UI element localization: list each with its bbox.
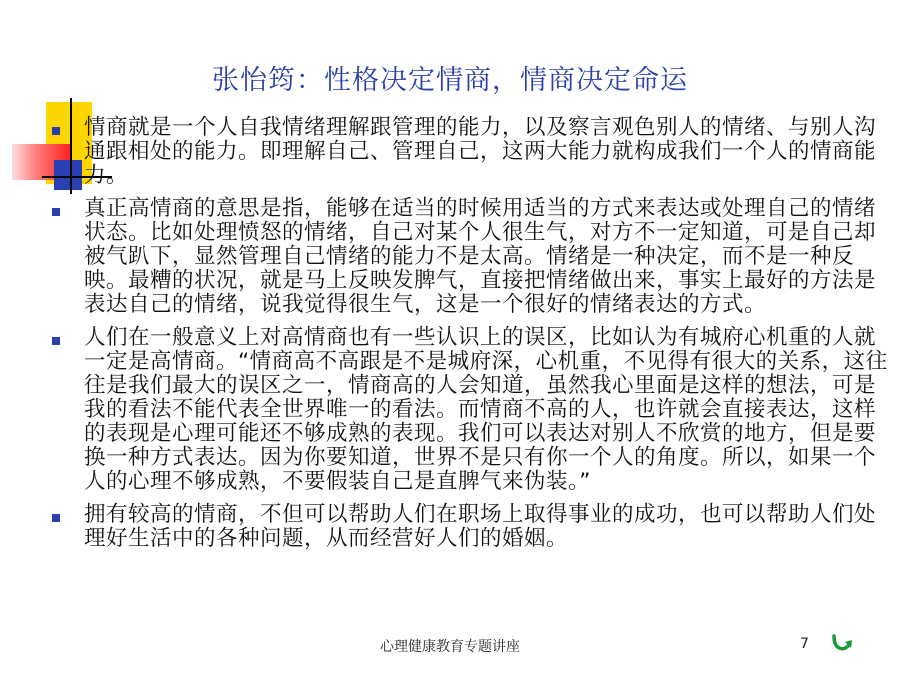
bullet-text: 人们在一般意义上对高情商也有一些认识上的误区，比如认为有城府心机重的人就一定是高情商。“情商高不高跟是不是城府深，心机重，不见得有很大的关系，这往往是我们最大的误区之一，情商高的人会知道，虽然我心里面是这样的想法，可是我的看法不能代表全世界唯一的看法。而情商不高的人，也许就会直接表达，这样的表现是心理可能还不够成熟的表现。我们可以表达对别人不欣赏的地方，但是要换一种方式表达。因为你要知道，世界不是只有你一个人的角度。所以，如果一个人的心理不够成熟，不要假装自己是直脾气来伪装。” xyxy=(84,325,888,494)
bullet-item xyxy=(48,326,888,494)
bullet-item xyxy=(48,197,888,317)
footer-caption: 心理健康教育专题讲座 xyxy=(380,639,520,655)
bullet-item xyxy=(48,116,888,188)
square-bullet-icon xyxy=(52,337,60,345)
page-number: 7 xyxy=(800,636,809,652)
square-bullet-icon xyxy=(52,514,60,522)
return-arrow-icon[interactable] xyxy=(830,632,856,654)
square-bullet-icon xyxy=(52,127,60,135)
bullet-item xyxy=(48,503,888,551)
bullet-text: 拥有较高的情商，不但可以帮助人们在职场上取得事业的成功，也可以帮助人们处理好生活中的各种问题，从而经营好人们的婚姻。 xyxy=(84,502,877,551)
bullet-list xyxy=(48,116,888,560)
bullet-text: 情商就是一个人自我情绪理解跟管理的能力，以及察言观色别人的情绪、与别人沟通跟相处的能力。即理解自己、管理自己，这两大能力就构成我们一个人的情商能力。 xyxy=(84,115,877,188)
slide-title: 张怡筠：性格决定情商，情商决定命运 xyxy=(212,65,688,96)
square-bullet-icon xyxy=(52,208,60,216)
bullet-text: 真正高情商的意思是指，能够在适当的时候用适当的方式来表达或处理自己的情绪状态。比如处理愤怒的情绪，自己对某个人很生气，对方不一定知道，可是自己却被气趴下，显然管理自己情绪的能力不是太高。情绪是一种决定，而不是一种反映。最糟的状况，就是马上反映发脾气，直接把情绪做出来，事实上最好的方法是表达自己的情绪，说我觉得很生气，这是一个很好的情绪表达的方式。 xyxy=(84,196,877,317)
